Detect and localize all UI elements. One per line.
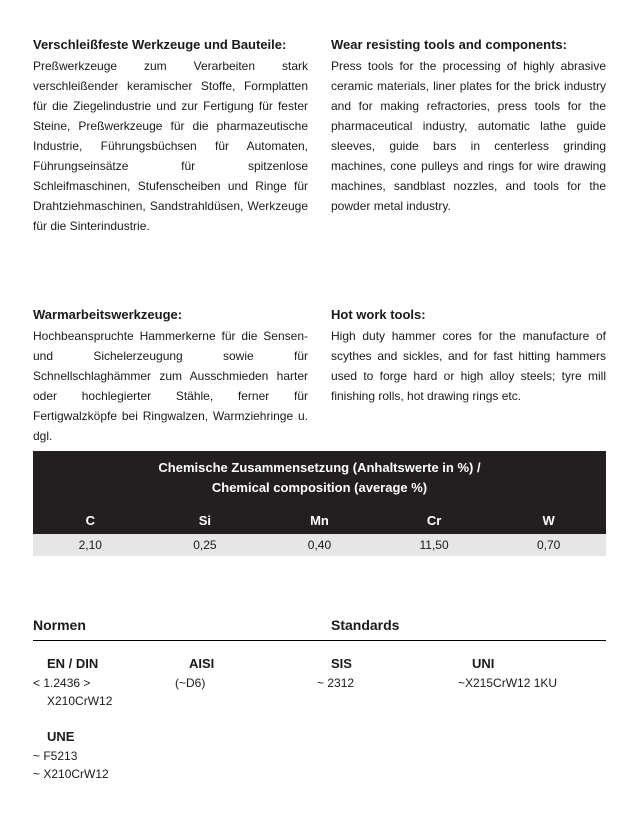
element-mn: Mn [310,513,329,528]
element-cr: Cr [426,513,442,528]
chemical-composition-table [33,451,606,556]
wear-heading-de: Verschleißfeste Werkzeuge und Bauteile: [33,37,287,52]
une-label: UNE [47,729,75,744]
value-c: 2,10 [78,538,102,552]
wear-section-en [331,37,606,216]
value-w: 0,70 [536,538,561,552]
standard-aisi [175,655,214,692]
hot-heading-de: Warmarbeitswerkzeuge: [33,307,183,322]
uni-label: UNI [472,656,495,671]
hot-heading-en: Hot work tools: [331,307,426,322]
standards-title-de: Normen [33,617,86,633]
uni-value: ~X215CrW12 1KU [458,676,558,690]
chemical-title-de: Chemische Zusammensetzung (Anhaltswerte in %) / [158,460,481,475]
sis-label: SIS [331,656,352,671]
aisi-label: AISI [189,656,215,671]
wear-heading-en: Wear resisting tools and components: [331,37,567,52]
value-si: 0,25 [193,538,217,552]
standard-uni [458,655,557,692]
chemical-composition-header [33,451,606,534]
wear-text-de: Preßwerkzeuge zum Verarbeiten stark verschleißender keramischer Stoffe, Formplatten für die Ziegelindustrie und zur Fertigung für fester Steine, Preßwerkzeuge für die pharmazeutische Industrie, Führungsbüchsen für Automaten, Führungseinsätze für spitzenlose Schleifmaschinen, Stufenscheiben und Ringe für Drahtziehmaschinen, Sandstrahldüsen, Werkzeuge für die Sinterindustrie. [33,59,308,233]
element-row [33,511,606,531]
standard-une [33,728,109,783]
standard-sis [317,655,354,692]
wear-section-de [33,37,308,236]
value-cr: 11,50 [419,538,449,552]
sis-value: ~ 2312 [317,676,355,690]
wear-text-en: Press tools for the processing of highly abrasive ceramic materials, liner plates for the brick industry and for making refractories, press tools for the pharmaceutical industry, automatic lathe guide sleeves, guide bars in centerless grinding machines, cone pulleys and rings for wire drawing machines, sandblast nozzles, and tools for the powder metal industry. [331,59,606,213]
standards-title-en: Standards [331,617,400,633]
hot-text-de: Hochbeanspruchte Hammerkerne für die Sensen- und Sichelerzeugung sowie für Schnellschlaghämmer zum Ausschmieden harter oder hochlegierter Stähle, ferner für Fertigwalzköpfe bei Ringwalzen, Warmziehringe u. dgl. [33,329,308,443]
hot-section-en [331,307,606,406]
hot-text-en: High duty hammer cores for the manufacture of scythes and sickles, and for fast hitting hammers used to forge hard or high alloy steels; tyre mill finishing rolls, hot drawing rings etc. [331,329,606,403]
en-din-grade: X210CrW12 [47,694,113,708]
une-grade: ~ X210CrW12 [33,767,109,781]
en-din-value: < 1.2436 > [33,676,91,690]
aisi-value: (~D6) [175,676,206,690]
value-mn: 0,40 [307,538,332,552]
element-w: W [542,513,555,528]
hot-section-de [33,307,308,446]
value-row [33,534,606,556]
standard-en-din [33,655,112,710]
element-c: C [85,513,95,528]
standards-divider [33,640,606,641]
chemical-title-en: Chemical composition (average %) [211,480,428,495]
une-value: ~ F5213 [33,749,78,763]
en-din-label: EN / DIN [47,656,99,671]
element-si: Si [198,513,212,528]
